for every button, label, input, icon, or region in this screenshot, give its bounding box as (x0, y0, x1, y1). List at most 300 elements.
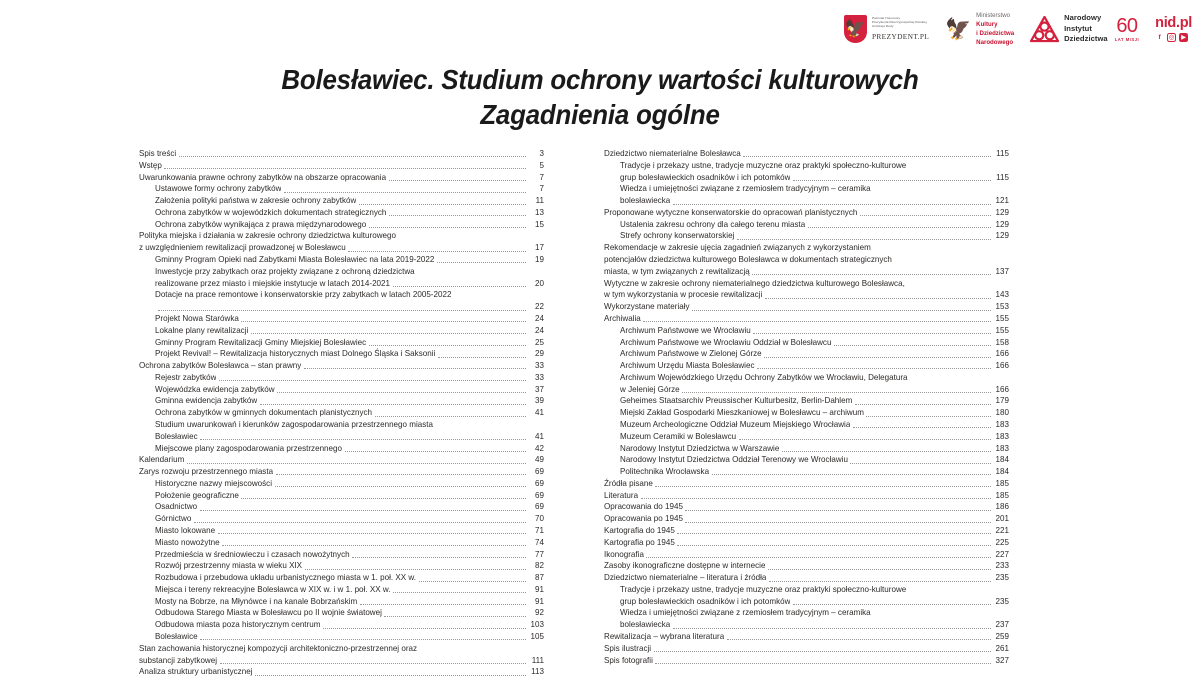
toc-dot-leader (677, 545, 990, 546)
toc-entry[interactable] (139, 466, 544, 478)
toc-dot-leader (348, 251, 525, 252)
toc-dot-leader (359, 204, 526, 205)
toc-page-number: 327 (995, 655, 1009, 665)
toc-page-number: 20 (535, 278, 544, 288)
toc-entry[interactable] (604, 278, 1009, 290)
polish-eagle-shield-icon: 🦅 (844, 15, 867, 43)
toc-dot-leader (241, 321, 525, 322)
toc-entry[interactable] (604, 454, 1009, 466)
toc-page-number: 71 (535, 526, 544, 535)
toc-dot-leader (389, 180, 526, 181)
toc-entry[interactable] (604, 419, 1009, 431)
toc-entry[interactable] (139, 301, 544, 313)
toc-dot-leader (275, 486, 526, 487)
toc-entry[interactable] (604, 443, 1009, 455)
toc-entry-label: Inwestycje przy zabytkach oraz projekty związane z ochroną dziedzictwa (155, 266, 415, 276)
toc-entry-label: Górnictwo (155, 514, 192, 524)
toc-dot-leader (782, 451, 991, 452)
toc-entry[interactable] (604, 254, 1009, 266)
toc-page-number: 82 (535, 561, 544, 571)
toc-page-number: 180 (995, 408, 1009, 418)
toc-entry-label: Miasto lokowane (155, 526, 216, 535)
toc-entry[interactable] (139, 372, 544, 384)
toc-dot-leader (866, 416, 990, 417)
logo-patronage-president (844, 9, 929, 49)
toc-page-number: 137 (995, 266, 1009, 276)
anniversary-subtitle: LAT MISJI (1114, 36, 1140, 42)
toc-page-number: 5 (539, 160, 544, 170)
toc-page-number: 235 (995, 596, 1009, 606)
toc-entry[interactable] (604, 348, 1009, 360)
toc-page-number: 183 (995, 419, 1009, 429)
toc-entry[interactable] (139, 183, 544, 195)
toc-page-number: 143 (995, 290, 1009, 300)
toc-entry[interactable] (139, 431, 544, 443)
logo-nid-website[interactable] (1155, 9, 1192, 49)
toc-entry[interactable] (139, 278, 544, 290)
toc-dot-leader (737, 239, 991, 240)
toc-entry-label: Muzeum Ceramiki w Bolesławcu (620, 431, 737, 441)
toc-entry-label: Analiza struktury urbanistycznej (139, 667, 253, 677)
toc-entry[interactable] (139, 160, 544, 172)
toc-entry-label: Zarys rozwoju przestrzennego miasta (139, 467, 274, 477)
logo-ministry-of-culture (945, 9, 1014, 49)
toc-page-number: 166 (995, 361, 1009, 371)
toc-entry[interactable] (604, 395, 1009, 407)
toc-entry[interactable] (139, 619, 544, 631)
toc-entry-label: Tradycje i przekazy ustne, tradycje muzyczne oraz praktyki społeczno-kulturowe (620, 160, 907, 170)
toc-dot-leader (187, 463, 526, 464)
toc-page-number: 15 (535, 219, 544, 229)
toc-entry-label: bolesławiecka (620, 196, 671, 206)
toc-entry[interactable] (139, 478, 544, 490)
toc-entry-label: Ochrona zabytków wynikająca z prawa międzynarodowego (155, 219, 367, 229)
toc-entry-label: Narodowy Instytut Dziedzictwa Oddział Terenowy we Wrocławiu (620, 455, 848, 465)
toc-entry[interactable] (139, 337, 544, 349)
toc-entry-label: Ustalenia zakresu ochrony dla całego terenu miasta (620, 219, 806, 229)
toc-entry[interactable] (139, 643, 544, 655)
toc-page-number: 111 (531, 655, 544, 665)
toc-dot-leader (860, 215, 991, 216)
toc-entry-label: Wojewódzka ewidencja zabytków (155, 384, 275, 394)
social-links[interactable] (1155, 33, 1188, 42)
toc-page-number: 233 (995, 561, 1009, 571)
toc-entry-label: Proponowane wytyczne konserwatorskie do opracowań planistycznych (604, 207, 858, 217)
toc-entry-label: Archiwum Państwowe w Zielonej Górze (620, 349, 762, 359)
toc-entry-label: Położenie geograficzne (155, 490, 239, 500)
toc-page-number: 25 (535, 337, 544, 347)
toc-entry[interactable] (604, 584, 1009, 596)
toc-page-number: 237 (995, 620, 1009, 630)
toc-entry-label: miasta, w tym związanych z rewitalizacją (604, 266, 750, 276)
toc-entry[interactable] (139, 407, 544, 419)
toc-entry-label: grup bolesławieckich osadników i ich potomków (620, 596, 791, 606)
toc-dot-leader (769, 581, 991, 582)
toc-dot-leader (437, 262, 526, 263)
toc-entry-label: Miejscowe plany zagospodarowania przestrzennego (155, 443, 342, 453)
toc-entry-label: Strefy ochrony konserwatorskiej (620, 231, 735, 241)
toc-entry[interactable] (604, 266, 1009, 278)
toc-entry-label: Opracowania po 1945 (604, 514, 683, 524)
toc-entry-label: Rewitalizacja – wybrana literatura (604, 632, 725, 642)
toc-entry[interactable] (604, 207, 1009, 219)
toc-entry-label: Geheimes Staatsarchiv Preussischer Kulturbesitz, Berlin-Dahlem (620, 396, 853, 406)
sponsor-logo-bar (844, 6, 1192, 52)
toc-entry[interactable] (604, 431, 1009, 443)
page-title-line-2: Zagadnienia ogólne (480, 99, 720, 131)
toc-entry[interactable] (139, 443, 544, 455)
toc-dot-leader (655, 486, 990, 487)
toc-entry-label: Spis treści (139, 149, 177, 158)
toc-page-number: 91 (535, 596, 544, 606)
toc-entry-label: Kartografia po 1945 (604, 537, 675, 547)
toc-page-number: 7 (539, 172, 544, 182)
instagram-icon[interactable]: ◎ (1168, 33, 1175, 41)
toc-entry-label: Uwarunkowania prawne ochrony zabytków na obszarze opracowania (139, 172, 387, 182)
toc-entry[interactable] (604, 643, 1009, 655)
patronage-line-1: Patronat Honorowy (871, 16, 901, 21)
toc-entry[interactable] (604, 313, 1009, 325)
toc-page-number: 129 (995, 231, 1009, 241)
toc-entry[interactable] (604, 513, 1009, 525)
toc-page-number: 235 (995, 573, 1009, 583)
toc-page-number: 7 (539, 184, 544, 194)
toc-entry[interactable] (139, 219, 544, 231)
toc-dot-leader (743, 156, 990, 157)
toc-page-number: 113 (531, 667, 544, 677)
toc-entry[interactable] (604, 596, 1009, 608)
toc-entry[interactable] (604, 466, 1009, 478)
toc-entry[interactable] (139, 454, 544, 466)
ministry-line-4: Narodowego (976, 39, 1014, 47)
toc-page-number: 92 (535, 608, 544, 618)
toc-dot-leader (753, 333, 990, 334)
toc-entry[interactable] (139, 384, 544, 396)
toc-page-number: 41 (535, 431, 544, 441)
toc-entry-label: Ochrona zabytków Bolesławca – stan prawny (139, 361, 302, 371)
toc-entry[interactable] (604, 384, 1009, 396)
toc-entry[interactable] (139, 254, 544, 266)
page-title-line-1: Bolesławiec. Studium ochrony wartości kulturowych (281, 64, 919, 95)
toc-entry-label: substancji zabytkowej (139, 655, 218, 665)
toc-page-number: 153 (995, 302, 1009, 312)
toc-dot-leader (752, 274, 990, 275)
toc-dot-leader (220, 663, 526, 664)
toc-page-number: 87 (535, 573, 544, 583)
toc-entry[interactable] (139, 596, 544, 608)
triquetra-icon (1030, 16, 1059, 43)
toc-entry[interactable] (604, 655, 1009, 667)
toc-dot-leader (641, 498, 991, 499)
toc-entry[interactable] (139, 289, 544, 301)
toc-entry[interactable] (139, 360, 544, 372)
ministry-line-2: Kultury (976, 20, 998, 28)
nid-pl-wordmark[interactable]: nid.pl (1155, 14, 1192, 31)
toc-entry[interactable] (139, 631, 544, 643)
nid-line-2: Instytut (1064, 23, 1092, 33)
toc-entry-label: Wiedza i umiejętności związane z rzemiosłem tradycyjnym – ceramika (620, 184, 871, 194)
toc-dot-leader (304, 368, 526, 369)
toc-entry[interactable] (604, 325, 1009, 337)
toc-entry[interactable] (604, 360, 1009, 372)
toc-page-number: 91 (535, 584, 544, 594)
toc-dot-leader (251, 333, 526, 334)
patronage-text (872, 17, 929, 41)
toc-dot-leader (808, 227, 991, 228)
toc-entry-label: Narodowy Instytut Dziedzictwa w Warszawie (620, 443, 780, 453)
toc-dot-leader (757, 368, 990, 369)
toc-entry-label: Wykorzystane materiały (604, 302, 690, 312)
toc-entry-label: Wytyczne w zakresie ochrony niematerialnego dziedzictwa kulturowego Bolesławca, (604, 278, 905, 288)
toc-entry[interactable] (139, 419, 544, 431)
toc-page-number: 105 (530, 632, 544, 642)
toc-entry[interactable] (604, 337, 1009, 349)
toc-page-number: 37 (535, 384, 544, 394)
toc-entry[interactable] (139, 172, 544, 184)
toc-dot-leader (419, 581, 526, 582)
toc-dot-leader (218, 533, 526, 534)
toc-left-column (139, 148, 544, 678)
toc-entry[interactable] (139, 501, 544, 513)
toc-page-number: 39 (535, 396, 544, 406)
toc-page-number: 3 (539, 149, 544, 158)
toc-entry[interactable] (139, 325, 544, 337)
toc-entry[interactable] (139, 560, 544, 572)
toc-entry[interactable] (139, 242, 544, 254)
ministry-line-1: Ministerstwo (976, 11, 1011, 19)
toc-dot-leader (685, 510, 990, 511)
toc-entry-label: Ikonografia (604, 549, 644, 559)
anniversary-badge (1114, 14, 1140, 42)
toc-page-number: 179 (995, 396, 1009, 406)
ministry-text (976, 11, 1014, 47)
toc-dot-leader (646, 557, 990, 558)
toc-page-number: 69 (535, 467, 544, 477)
toc-entry[interactable] (604, 148, 1009, 160)
toc-entry-label: Miejski Zakład Gospodarki Mieszkaniowej w Bolesławcu – archiwum (620, 408, 864, 418)
toc-entry[interactable] (139, 549, 544, 561)
toc-right-column (604, 148, 1009, 678)
toc-entry[interactable] (604, 490, 1009, 502)
toc-entry-label: Gminna ewidencja zabytków (155, 396, 258, 406)
toc-entry-label: Mosty na Bobrze, na Młynówce i na kanale Bobrzańskim (155, 596, 358, 606)
toc-page-number: 186 (995, 502, 1009, 512)
nid-name-text (1064, 13, 1108, 45)
toc-page-number: 19 (535, 255, 544, 265)
toc-dot-leader (393, 592, 526, 593)
toc-page-number: 69 (535, 502, 544, 512)
toc-dot-leader (158, 310, 526, 311)
toc-entry[interactable] (604, 183, 1009, 195)
toc-entry-label: Miejsca i tereny rekreacyjne Bolesławca w XIX w. i w 1. poł. XX w. (155, 584, 391, 594)
toc-entry-label: Literatura (604, 490, 639, 500)
toc-page-number: 115 (996, 172, 1009, 182)
toc-entry-label: Bolesławice (155, 632, 198, 642)
toc-page-number: 74 (535, 537, 544, 547)
toc-dot-leader (345, 451, 526, 452)
toc-entry[interactable] (139, 572, 544, 584)
toc-entry[interactable] (139, 525, 544, 537)
toc-entry[interactable] (604, 160, 1009, 172)
toc-entry-label: Opracowania do 1945 (604, 502, 683, 512)
toc-entry-label: potencjałów dziedzictwa kulturowego Bolesławca w dokumentach strategicznych (604, 255, 892, 265)
toc-entry-label: Bolesławiec (155, 431, 198, 441)
toc-entry-label: Gminny Program Opieki nad Zabytkami Miasta Bolesławiec na lata 2019-2022 (155, 255, 435, 265)
toc-entry-label: Dziedzictwo niematerialne Bolesławca (604, 149, 741, 158)
toc-entry-label: Ochrona zabytków w wojewódzkich dokumentach strategicznych (155, 207, 387, 217)
toc-entry-label: Stan zachowania historycznej kompozycji architektoniczno-przestrzennej oraz (139, 643, 418, 653)
toc-entry[interactable] (139, 266, 544, 278)
toc-entry[interactable] (139, 666, 544, 678)
toc-entry[interactable] (139, 607, 544, 619)
toc-dot-leader (200, 639, 525, 640)
toc-page-number: 77 (535, 549, 544, 559)
toc-dot-leader (284, 192, 526, 193)
toc-entry[interactable] (139, 655, 544, 667)
toc-dot-leader (219, 380, 526, 381)
toc-dot-leader (384, 616, 525, 617)
toc-page-number: 184 (995, 455, 1009, 465)
toc-entry-label: Projekt Nowa Starówka (155, 313, 239, 323)
toc-dot-leader (323, 628, 526, 629)
toc-entry-label: Założenia polityki państwa w zakresie ochrony zabytków (155, 196, 357, 206)
toc-dot-leader (692, 310, 990, 311)
toc-page-number: 13 (535, 207, 544, 217)
toc-page-number: 155 (995, 325, 1009, 335)
toc-entry-label: Archiwum Urzędu Miasta Bolesławiec (620, 361, 755, 371)
toc-dot-leader (643, 321, 990, 322)
toc-page-number: 185 (995, 478, 1009, 488)
facebook-icon[interactable]: f (1158, 33, 1161, 41)
toc-page-number: 166 (995, 384, 1009, 394)
toc-page-number: 121 (995, 196, 1009, 206)
toc-dot-leader (853, 427, 991, 428)
toc-entry[interactable] (604, 537, 1009, 549)
table-of-contents (139, 148, 1064, 678)
toc-entry[interactable] (139, 584, 544, 596)
toc-entry[interactable] (604, 525, 1009, 537)
toc-entry[interactable] (604, 572, 1009, 584)
toc-entry[interactable] (604, 242, 1009, 254)
toc-entry-label: bolesławiecka (620, 620, 671, 630)
toc-entry[interactable] (604, 301, 1009, 313)
toc-dot-leader (673, 628, 991, 629)
toc-entry-label: Dziedzictwo niematerialne – literatura i źródła (604, 573, 767, 583)
toc-entry-label: Osadnictwo (155, 502, 198, 512)
toc-entry[interactable] (139, 513, 544, 525)
toc-dot-leader (764, 357, 990, 358)
toc-entry[interactable] (604, 219, 1009, 231)
toc-page-number: 166 (995, 349, 1009, 359)
toc-entry[interactable] (604, 172, 1009, 184)
toc-entry-label: Wiedza i umiejętności związane z rzemiosłem tradycyjnym – ceramika (620, 608, 871, 618)
toc-entry-label: Rejestr zabytków (155, 372, 217, 382)
toc-dot-leader (793, 604, 991, 605)
toc-entry[interactable] (139, 207, 544, 219)
toc-dot-leader (369, 227, 526, 228)
toc-page-number: 129 (995, 219, 1009, 229)
toc-entry-label: Miasto nowożytne (155, 537, 220, 547)
toc-entry-label: Przedmieścia w średniowieczu i czasach nowożytnych (155, 549, 350, 559)
toc-entry[interactable] (604, 549, 1009, 561)
toc-dot-leader (655, 663, 990, 664)
toc-entry-label: Ustawowe formy ochrony zabytków (155, 184, 282, 194)
toc-page-number: 184 (995, 467, 1009, 477)
toc-entry[interactable] (139, 313, 544, 325)
toc-entry[interactable] (604, 619, 1009, 631)
toc-entry-label: Projekt Revival! – Rewitalizacja historycznych miast Dolnego Śląska i Saksonii (155, 349, 436, 359)
page-title (36, 62, 1164, 132)
toc-page-number: 11 (535, 196, 544, 206)
toc-entry[interactable] (139, 148, 544, 160)
toc-page-number: 185 (995, 490, 1009, 500)
toc-entry[interactable] (604, 407, 1009, 419)
toc-dot-leader (768, 569, 991, 570)
toc-entry[interactable] (604, 607, 1009, 619)
toc-page-number: 115 (996, 149, 1009, 158)
toc-entry[interactable] (139, 230, 544, 242)
toc-entry[interactable] (604, 230, 1009, 242)
toc-entry-label: Tradycje i przekazy ustne, tradycje muzyczne oraz praktyki społeczno-kulturowe (620, 584, 907, 594)
toc-page-number: 227 (995, 549, 1009, 559)
toc-page-number: 24 (535, 313, 544, 323)
toc-dot-leader (855, 404, 991, 405)
toc-page-number: 158 (995, 337, 1009, 347)
toc-entry[interactable] (139, 537, 544, 549)
toc-page-number: 69 (535, 490, 544, 500)
toc-entry-label: w tym wykorzystania w procesie rewitalizacji (604, 290, 763, 300)
toc-entry[interactable] (604, 289, 1009, 301)
toc-entry-label: Rekomendacje w zakresie ujęcia zagadnień związanych z wykorzystaniem (604, 243, 871, 253)
toc-entry[interactable] (604, 560, 1009, 572)
toc-entry-label: Politechnika Wrocławska (620, 467, 710, 477)
toc-dot-leader (834, 345, 991, 346)
toc-dot-leader (164, 168, 525, 169)
toc-page-number: 183 (995, 443, 1009, 453)
toc-entry-label: Zasoby ikonograficzne dostępne w internecie (604, 561, 766, 571)
toc-dot-leader (793, 180, 991, 181)
toc-dot-leader (685, 522, 990, 523)
toc-dot-leader (765, 298, 991, 299)
toc-dot-leader (739, 439, 991, 440)
toc-page-number: 17 (535, 243, 544, 253)
toc-entry-label: Lokalne plany rewitalizacji (155, 325, 249, 335)
toc-dot-leader (179, 156, 526, 157)
toc-entry-label: Studium uwarunkowań i kierunków zagospodarowania przestrzennego miasta (155, 419, 434, 429)
toc-page-number: 103 (530, 620, 544, 630)
toc-page-number: 155 (995, 313, 1009, 323)
toc-entry[interactable] (139, 395, 544, 407)
toc-page-number: 221 (995, 526, 1009, 535)
toc-entry[interactable] (604, 195, 1009, 207)
toc-page-number: 22 (535, 302, 544, 312)
toc-entry[interactable] (604, 501, 1009, 513)
toc-dot-leader (194, 522, 526, 523)
toc-entry[interactable] (604, 631, 1009, 643)
toc-dot-leader (682, 392, 990, 393)
toc-page-number: 225 (995, 537, 1009, 547)
toc-dot-leader (260, 404, 526, 405)
toc-entry-label: Dotacje na prace remontowe i konserwatorskie przy zabytkach w latach 2005-2022 (155, 290, 452, 300)
toc-entry[interactable] (139, 348, 544, 360)
toc-page-number: 261 (995, 643, 1009, 653)
ministry-line-3: i Dziedzictwa (976, 30, 1015, 37)
toc-entry[interactable] (139, 195, 544, 207)
youtube-icon[interactable]: ▶ (1181, 33, 1187, 41)
toc-entry[interactable] (604, 372, 1009, 384)
toc-entry[interactable] (139, 490, 544, 502)
toc-entry[interactable] (604, 478, 1009, 490)
